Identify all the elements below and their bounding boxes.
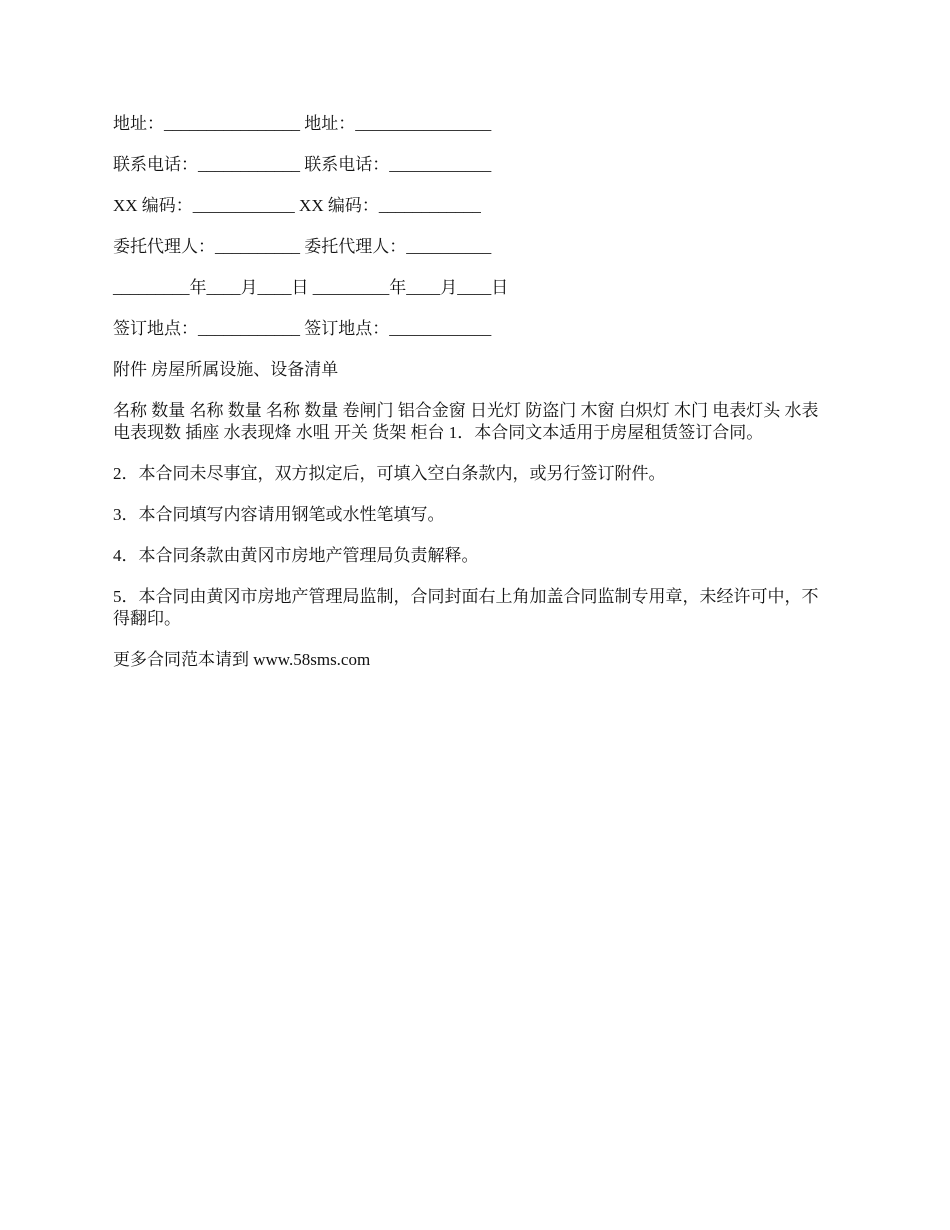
note-5: 5．本合同由黄冈市房地产管理局监制，合同封面右上角加盖合同监制专用章，未经许可中，不得翻印。 <box>113 587 819 628</box>
agent-line: 委托代理人：__________ 委托代理人：__________ <box>113 237 492 256</box>
facility-list-and-note-1: 名称 数量 名称 数量 名称 数量 卷闸门 铝合金窗 日光灯 防盗门 木窗 白炽灯 木门 电表灯头 水表 电表现数 插座 水表现烽 水咀 开关 货架 柜台 1．本合同文本适用于房屋租赁签订合同。 <box>113 401 819 442</box>
document-body <box>113 113 833 690</box>
phone-line: 联系电话：____________ 联系电话：____________ <box>113 155 492 174</box>
address-line: 地址：________________ 地址：________________ <box>113 114 492 133</box>
note-2: 2．本合同未尽事宜，双方拟定后，可填入空白条款内，或另行签订附件。 <box>113 464 666 483</box>
note-3: 3．本合同填写内容请用钢笔或水性笔填写。 <box>113 505 445 524</box>
postal-code-line: XX 编码：____________ XX 编码：____________ <box>113 196 481 215</box>
attachment-title: 附件 房屋所属设施、设备清单 <box>113 360 339 379</box>
date-line: _________年____月____日 _________年____月____日 <box>113 278 509 297</box>
note-4: 4．本合同条款由黄冈市房地产管理局负责解释。 <box>113 546 479 565</box>
signing-place-line: 签订地点：____________ 签订地点：____________ <box>113 319 492 338</box>
more-templates-link-text: 更多合同范本请到 www.58sms.com <box>113 650 371 669</box>
